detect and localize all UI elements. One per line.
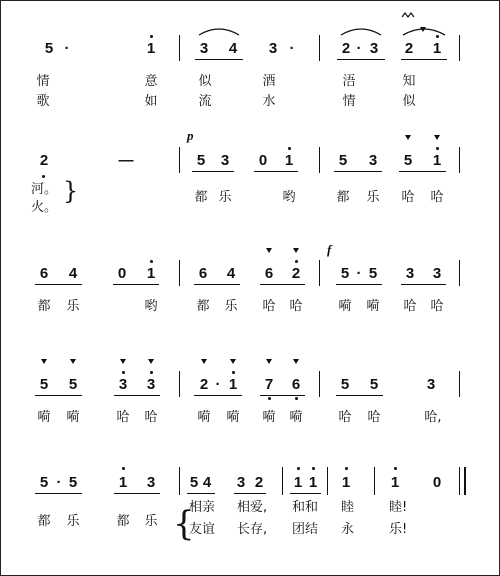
note: 6 bbox=[39, 265, 49, 282]
bar-line bbox=[459, 147, 460, 173]
augmentation-dot: · bbox=[356, 265, 362, 282]
lyric: 哈, bbox=[424, 410, 442, 425]
note: 1 bbox=[284, 152, 294, 169]
lyric: 都 bbox=[194, 190, 208, 205]
verse-2-phrase: 长存, bbox=[237, 522, 268, 537]
beam-underline bbox=[336, 395, 383, 396]
beam-underline bbox=[192, 171, 234, 172]
lyric: 哈 bbox=[338, 410, 352, 425]
note: 2 bbox=[291, 265, 301, 282]
bar-line bbox=[282, 467, 283, 495]
lyric: 嗬 bbox=[37, 410, 51, 425]
beam-underline bbox=[35, 493, 82, 494]
lyric: 如 bbox=[144, 94, 158, 109]
bar-line bbox=[179, 35, 180, 61]
beam-underline bbox=[290, 493, 321, 494]
note: 6 bbox=[264, 265, 274, 282]
accent-mark bbox=[293, 359, 299, 364]
note: 3 bbox=[146, 376, 156, 393]
note: 2 bbox=[254, 474, 264, 491]
note: 3 bbox=[236, 474, 246, 491]
bar-line bbox=[319, 147, 320, 173]
mordent-ornament bbox=[401, 11, 417, 19]
octave-dot-high bbox=[122, 467, 125, 470]
note: 4 bbox=[202, 474, 212, 491]
lyric: 流 bbox=[198, 94, 212, 109]
beam-underline bbox=[35, 395, 82, 396]
verse-2-phrase: 团结 bbox=[292, 522, 319, 537]
dynamic-marking: f bbox=[327, 242, 332, 257]
lyric: 哈 bbox=[262, 299, 276, 314]
bar-line bbox=[374, 467, 375, 495]
lyric: 嗬 bbox=[338, 299, 352, 314]
note: 4 bbox=[228, 40, 238, 57]
lyric: 哈 bbox=[401, 190, 415, 205]
sustain-dash: — bbox=[118, 152, 134, 169]
beam-underline bbox=[194, 395, 242, 396]
verse-1-phrase: 和和 bbox=[292, 500, 319, 515]
lyric: 嗬 bbox=[366, 299, 380, 314]
lyric: 河。 bbox=[31, 182, 58, 197]
note: 3 bbox=[426, 376, 436, 393]
verse-1-phrase: 睦 bbox=[341, 500, 355, 515]
beam-underline bbox=[337, 59, 385, 60]
note: 5 bbox=[340, 376, 350, 393]
octave-dot-low bbox=[295, 397, 298, 400]
octave-dot-high bbox=[288, 147, 291, 150]
verse-1-phrase: 相爱, bbox=[237, 500, 268, 515]
lyric: 火。 bbox=[31, 200, 58, 215]
beam-underline bbox=[114, 395, 160, 396]
bar-line bbox=[459, 371, 460, 397]
note: 5 bbox=[68, 376, 78, 393]
octave-dot-high bbox=[436, 147, 439, 150]
rest: 0 bbox=[117, 265, 127, 282]
beam-underline bbox=[254, 171, 298, 172]
note: 5 bbox=[189, 474, 199, 491]
lyric: 哈 bbox=[403, 299, 417, 314]
bar-line bbox=[319, 35, 320, 61]
lyric: 嗬 bbox=[289, 410, 303, 425]
lyric: 乐 bbox=[66, 514, 80, 529]
accent-mark bbox=[420, 27, 426, 32]
octave-dot-high bbox=[150, 260, 153, 263]
lyric: 情 bbox=[342, 94, 356, 109]
lyric: 嗬 bbox=[226, 410, 240, 425]
verse-1-phrase: 相亲 bbox=[189, 500, 216, 515]
verse-brace: } bbox=[63, 177, 79, 205]
beam-underline bbox=[35, 284, 82, 285]
beam-underline bbox=[114, 493, 160, 494]
lyric: 水 bbox=[262, 94, 276, 109]
accent-mark bbox=[266, 359, 272, 364]
slur bbox=[197, 23, 241, 37]
note: 1 bbox=[341, 474, 351, 491]
lyric: 乐 bbox=[218, 190, 232, 205]
note: 5 bbox=[39, 474, 49, 491]
accent-mark bbox=[266, 248, 272, 253]
lyric: 都 bbox=[37, 299, 51, 314]
note: 5 bbox=[403, 152, 413, 169]
bar-line bbox=[179, 467, 180, 495]
note: 3 bbox=[268, 40, 278, 57]
lyric: 浯 bbox=[342, 74, 356, 89]
octave-dot-high bbox=[312, 467, 315, 470]
note: 3 bbox=[368, 152, 378, 169]
note: 5 bbox=[340, 265, 350, 282]
beam-underline bbox=[187, 493, 215, 494]
augmentation-dot: · bbox=[215, 376, 221, 393]
note: 5 bbox=[338, 152, 348, 169]
note: 1 bbox=[293, 474, 303, 491]
lyric: 似 bbox=[198, 74, 212, 89]
lyric: 嗬 bbox=[262, 410, 276, 425]
beam-underline bbox=[234, 493, 266, 494]
lyric: 哈 bbox=[430, 299, 444, 314]
lyric: 都 bbox=[336, 190, 350, 205]
note: 6 bbox=[291, 376, 301, 393]
accent-mark bbox=[41, 359, 47, 364]
rest: 0 bbox=[258, 152, 268, 169]
lyric: 哈 bbox=[144, 410, 158, 425]
note: 3 bbox=[146, 474, 156, 491]
note: 3 bbox=[369, 40, 379, 57]
beam-underline bbox=[194, 284, 240, 285]
lyric: 乐 bbox=[144, 514, 158, 529]
note: 7 bbox=[264, 376, 274, 393]
lyric: 意 bbox=[144, 74, 158, 89]
augmentation-dot: · bbox=[56, 474, 62, 491]
bar-line bbox=[319, 371, 320, 397]
dynamic-marking: p bbox=[187, 128, 194, 143]
octave-dot-high bbox=[150, 371, 153, 374]
octave-dot-high bbox=[232, 371, 235, 374]
note: 1 bbox=[146, 40, 156, 57]
beam-underline bbox=[334, 171, 382, 172]
accent-mark bbox=[230, 359, 236, 364]
bar-line bbox=[179, 371, 180, 397]
verse-2-phrase: 友谊 bbox=[189, 522, 216, 537]
lyric: 情 bbox=[36, 74, 50, 89]
octave-dot-high bbox=[150, 35, 153, 38]
lyric: 乐 bbox=[366, 190, 380, 205]
note: 3 bbox=[118, 376, 128, 393]
beam-underline bbox=[401, 59, 447, 60]
bar-line bbox=[179, 260, 180, 286]
accent-mark bbox=[148, 359, 154, 364]
note: 1 bbox=[432, 40, 442, 57]
note: 2 bbox=[404, 40, 414, 57]
bar-line bbox=[179, 147, 180, 173]
note: 5 bbox=[68, 474, 78, 491]
note: 4 bbox=[68, 265, 78, 282]
note: 4 bbox=[226, 265, 236, 282]
lyric: 都 bbox=[196, 299, 210, 314]
octave-dot-high bbox=[345, 467, 348, 470]
beam-underline bbox=[336, 284, 382, 285]
beam-underline bbox=[260, 284, 305, 285]
note: 1 bbox=[308, 474, 318, 491]
accent-mark bbox=[293, 248, 299, 253]
accent-mark bbox=[201, 359, 207, 364]
octave-dot-low bbox=[268, 397, 271, 400]
note: 5 bbox=[368, 265, 378, 282]
accent-mark bbox=[405, 135, 411, 140]
note: 3 bbox=[405, 265, 415, 282]
verse-brace: { bbox=[173, 504, 195, 544]
verse-2-phrase: 乐! bbox=[389, 522, 408, 537]
final-bar-line-thick bbox=[464, 467, 466, 495]
note: 1 bbox=[118, 474, 128, 491]
augmentation-dot: · bbox=[289, 40, 295, 57]
bar-line bbox=[459, 35, 460, 61]
lyric: 酒 bbox=[262, 74, 276, 89]
lyric: 哈 bbox=[116, 410, 130, 425]
verse-1-phrase: 睦! bbox=[389, 500, 408, 515]
lyric: 哟 bbox=[282, 190, 296, 205]
rest: 0 bbox=[432, 474, 442, 491]
beam-underline bbox=[113, 284, 159, 285]
octave-dot-high bbox=[295, 260, 298, 263]
note: 5 bbox=[196, 152, 206, 169]
accent-mark bbox=[434, 135, 440, 140]
beam-underline bbox=[399, 171, 446, 172]
lyric: 都 bbox=[37, 514, 51, 529]
note: 2 bbox=[341, 40, 351, 57]
lyric: 乐 bbox=[66, 299, 80, 314]
note: 1 bbox=[432, 152, 442, 169]
note: 5 bbox=[369, 376, 379, 393]
note: 5 bbox=[44, 40, 54, 57]
octave-dot-low bbox=[42, 175, 45, 178]
lyric: 歌 bbox=[36, 94, 50, 109]
lyric: 乐 bbox=[224, 299, 238, 314]
beam-underline bbox=[260, 395, 305, 396]
note: 5 bbox=[39, 376, 49, 393]
lyric: 哟 bbox=[144, 299, 158, 314]
bar-line bbox=[319, 260, 320, 286]
note: 2 bbox=[39, 152, 49, 169]
augmentation-dot: · bbox=[64, 40, 70, 57]
bar-line bbox=[327, 467, 328, 495]
octave-dot-high bbox=[297, 467, 300, 470]
lyric: 嗬 bbox=[197, 410, 211, 425]
note: 3 bbox=[432, 265, 442, 282]
beam-underline bbox=[195, 59, 243, 60]
bar-line bbox=[459, 260, 460, 286]
final-bar-line-thin bbox=[459, 467, 460, 495]
augmentation-dot: · bbox=[356, 40, 362, 57]
note: 1 bbox=[146, 265, 156, 282]
note: 3 bbox=[199, 40, 209, 57]
octave-dot-high bbox=[122, 371, 125, 374]
note: 6 bbox=[198, 265, 208, 282]
lyric: 哈 bbox=[430, 190, 444, 205]
accent-mark bbox=[120, 359, 126, 364]
lyric: 嗬 bbox=[66, 410, 80, 425]
lyric: 都 bbox=[116, 514, 130, 529]
slur bbox=[339, 23, 383, 37]
note: 1 bbox=[390, 474, 400, 491]
octave-dot-high bbox=[394, 467, 397, 470]
lyric: 哈 bbox=[367, 410, 381, 425]
verse-2-phrase: 永 bbox=[341, 522, 355, 537]
note: 1 bbox=[228, 376, 238, 393]
note: 3 bbox=[220, 152, 230, 169]
lyric: 知 bbox=[402, 74, 416, 89]
beam-underline bbox=[401, 284, 446, 285]
note: 2 bbox=[199, 376, 209, 393]
lyric: 似 bbox=[402, 94, 416, 109]
lyric: 哈 bbox=[289, 299, 303, 314]
accent-mark bbox=[70, 359, 76, 364]
